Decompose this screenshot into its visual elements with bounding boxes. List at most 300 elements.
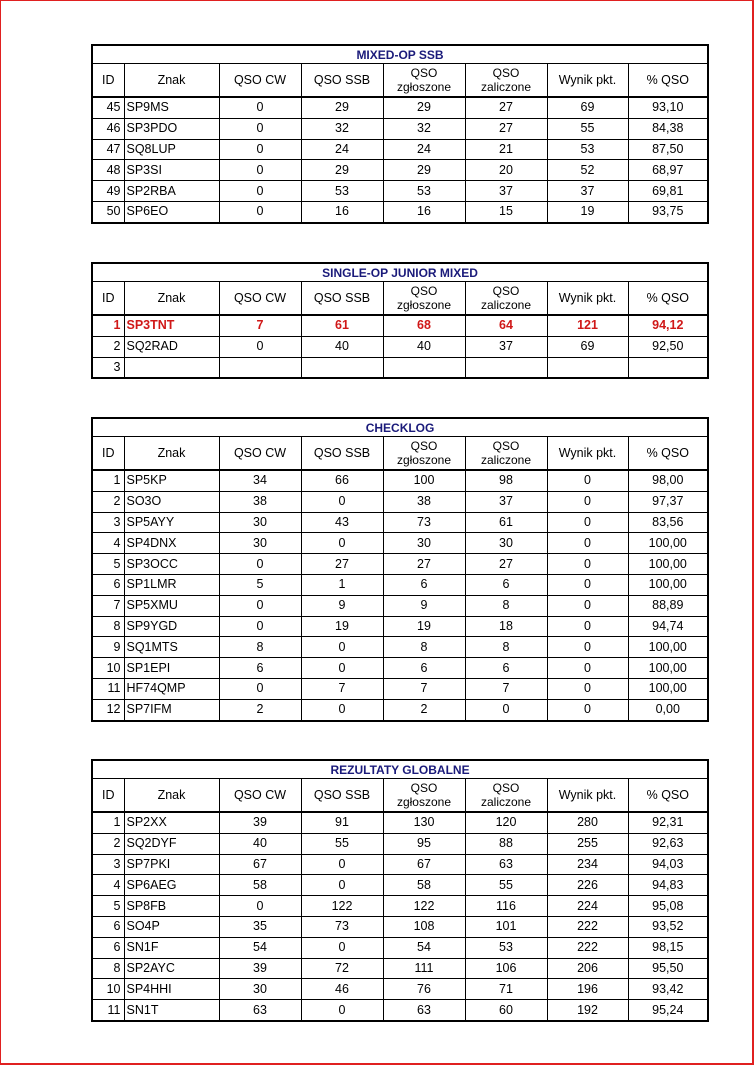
cell-wynik: 280 — [547, 812, 628, 833]
header-qso-ssb: QSO SSB — [301, 437, 383, 471]
cell-qso-zgloszone: 29 — [383, 160, 465, 181]
cell-pct-qso: 94,12 — [628, 315, 708, 336]
table-title: SINGLE-OP JUNIOR MIXED — [92, 263, 708, 282]
cell-qso-ssb: 32 — [301, 118, 383, 139]
cell-znak: SP3SI — [124, 160, 219, 181]
table-row — [92, 201, 708, 222]
cell-pct-qso: 100,00 — [628, 554, 708, 575]
cell-znak: SP9YGD — [124, 616, 219, 637]
cell-wynik: 222 — [547, 916, 628, 937]
cell-qso-zgloszone: 8 — [383, 637, 465, 658]
cell-qso-zgloszone: 16 — [383, 201, 465, 222]
cell-qso-zaliczone: 71 — [465, 979, 547, 1000]
cell-qso-zgloszone: 2 — [383, 699, 465, 720]
cell-qso-zgloszone: 100 — [383, 470, 465, 491]
cell-id: 50 — [92, 201, 124, 222]
cell-qso-cw: 30 — [219, 979, 301, 1000]
cell-pct-qso: 95,50 — [628, 958, 708, 979]
table-title-row — [92, 263, 708, 282]
cell-id: 11 — [92, 678, 124, 699]
header-qso-cw: QSO CW — [219, 779, 301, 813]
header-qso-zgloszone — [383, 282, 465, 316]
cell-qso-ssb: 7 — [301, 678, 383, 699]
table-row — [92, 979, 708, 1000]
cell-wynik: 0 — [547, 616, 628, 637]
cell-qso-cw: 2 — [219, 699, 301, 720]
cell-pct-qso: 87,50 — [628, 139, 708, 160]
cell-pct-qso: 98,00 — [628, 470, 708, 491]
cell-pct-qso: 92,50 — [628, 336, 708, 357]
cell-id: 48 — [92, 160, 124, 181]
cell-znak: SP8FB — [124, 896, 219, 917]
header-qso-cw: QSO CW — [219, 437, 301, 471]
cell-qso-zgloszone: 7 — [383, 678, 465, 699]
cell-id: 49 — [92, 181, 124, 202]
cell-qso-zaliczone: 8 — [465, 595, 547, 616]
header-wynik: Wynik pkt. — [547, 779, 628, 813]
cell-wynik: 234 — [547, 854, 628, 875]
cell-id: 1 — [92, 315, 124, 336]
cell-qso-zgloszone: 76 — [383, 979, 465, 1000]
table-row — [92, 554, 708, 575]
cell-wynik: 53 — [547, 139, 628, 160]
table-row — [92, 616, 708, 637]
cell-id: 3 — [92, 854, 124, 875]
cell-pct-qso: 92,63 — [628, 833, 708, 854]
cell-znak: SN1T — [124, 1000, 219, 1021]
table-body — [92, 812, 708, 1021]
cell-id: 2 — [92, 336, 124, 357]
cell-qso-zaliczone: 37 — [465, 336, 547, 357]
header-qso-ssb: QSO SSB — [301, 64, 383, 98]
header-qso-zaliczone-line2: zaliczone — [480, 80, 532, 94]
cell-pct-qso: 93,52 — [628, 916, 708, 937]
cell-znak: SP9MS — [124, 97, 219, 118]
cell-qso-ssb: 19 — [301, 616, 383, 637]
cell-wynik: 0 — [547, 533, 628, 554]
cell-qso-cw: 58 — [219, 875, 301, 896]
cell-pct-qso: 100,00 — [628, 658, 708, 679]
table-body — [92, 470, 708, 721]
cell-qso-zaliczone: 6 — [465, 658, 547, 679]
cell-qso-ssb: 27 — [301, 554, 383, 575]
cell-qso-zgloszone: 54 — [383, 937, 465, 958]
cell-qso-cw: 6 — [219, 658, 301, 679]
cell-qso-zgloszone: 108 — [383, 916, 465, 937]
cell-id: 5 — [92, 896, 124, 917]
cell-pct-qso: 94,74 — [628, 616, 708, 637]
cell-qso-cw: 30 — [219, 512, 301, 533]
cell-pct-qso: 88,89 — [628, 595, 708, 616]
cell-qso-zgloszone: 58 — [383, 875, 465, 896]
table-title: CHECKLOG — [92, 418, 708, 437]
cell-wynik: 0 — [547, 678, 628, 699]
cell-qso-zaliczone: 60 — [465, 1000, 547, 1021]
cell-qso-ssb: 46 — [301, 979, 383, 1000]
cell-qso-ssb: 40 — [301, 336, 383, 357]
cell-znak: SO3O — [124, 491, 219, 512]
header-qso-zaliczone — [465, 437, 547, 471]
cell-id: 4 — [92, 875, 124, 896]
cell-wynik: 19 — [547, 201, 628, 222]
cell-qso-zaliczone: 53 — [465, 937, 547, 958]
table-rezultaty-globalne — [91, 759, 709, 1022]
cell-znak: SQ2DYF — [124, 833, 219, 854]
cell-qso-ssb: 53 — [301, 181, 383, 202]
cell-id: 47 — [92, 139, 124, 160]
cell-wynik: 0 — [547, 554, 628, 575]
cell-qso-zaliczone: 37 — [465, 181, 547, 202]
cell-znak: SP2XX — [124, 812, 219, 833]
cell-qso-cw: 0 — [219, 896, 301, 917]
cell-wynik: 55 — [547, 118, 628, 139]
cell-id: 5 — [92, 554, 124, 575]
table-row — [92, 118, 708, 139]
cell-qso-zaliczone: 37 — [465, 491, 547, 512]
cell-qso-cw: 38 — [219, 491, 301, 512]
header-row — [92, 437, 708, 471]
header-qso-zaliczone-line1: QSO — [492, 781, 520, 795]
cell-qso-cw: 39 — [219, 812, 301, 833]
cell-qso-zgloszone: 73 — [383, 512, 465, 533]
header-qso-cw: QSO CW — [219, 282, 301, 316]
header-qso-zaliczone-line2: zaliczone — [480, 795, 532, 809]
cell-pct-qso: 100,00 — [628, 533, 708, 554]
table-title-row — [92, 45, 708, 64]
cell-wynik: 52 — [547, 160, 628, 181]
cell-qso-zaliczone: 18 — [465, 616, 547, 637]
cell-qso-cw: 0 — [219, 160, 301, 181]
cell-qso-cw: 0 — [219, 616, 301, 637]
cell-id: 6 — [92, 574, 124, 595]
cell-qso-ssb: 43 — [301, 512, 383, 533]
cell-pct-qso: 100,00 — [628, 678, 708, 699]
table-body — [92, 315, 708, 378]
cell-qso-ssb: 29 — [301, 97, 383, 118]
header-qso-zaliczone-line2: zaliczone — [480, 298, 532, 312]
table-row — [92, 678, 708, 699]
cell-qso-ssb: 61 — [301, 315, 383, 336]
cell-id: 1 — [92, 470, 124, 491]
cell-id: 6 — [92, 916, 124, 937]
table-row — [92, 470, 708, 491]
cell-id: 4 — [92, 533, 124, 554]
cell-qso-ssb: 66 — [301, 470, 383, 491]
cell-znak: SP3OCC — [124, 554, 219, 575]
header-qso-zaliczone-line1: QSO — [492, 284, 520, 298]
cell-qso-zgloszone: 27 — [383, 554, 465, 575]
table-row — [92, 916, 708, 937]
cell-qso-ssb: 122 — [301, 896, 383, 917]
cell-znak: SP4DNX — [124, 533, 219, 554]
cell-wynik: 0 — [547, 491, 628, 512]
header-row — [92, 282, 708, 316]
cell-qso-cw: 67 — [219, 854, 301, 875]
cell-znak: SP2AYC — [124, 958, 219, 979]
cell-id: 12 — [92, 699, 124, 720]
cell-wynik: 196 — [547, 979, 628, 1000]
header-qso-ssb: QSO SSB — [301, 779, 383, 813]
cell-wynik: 0 — [547, 470, 628, 491]
cell-qso-ssb — [301, 357, 383, 378]
cell-qso-zgloszone: 111 — [383, 958, 465, 979]
table-mixed-op-ssb — [91, 44, 709, 224]
cell-qso-zaliczone: 27 — [465, 97, 547, 118]
cell-wynik: 0 — [547, 512, 628, 533]
cell-qso-zaliczone: 8 — [465, 637, 547, 658]
cell-pct-qso: 84,38 — [628, 118, 708, 139]
table-row — [92, 658, 708, 679]
cell-qso-zaliczone: 6 — [465, 574, 547, 595]
cell-wynik: 0 — [547, 637, 628, 658]
cell-qso-zaliczone: 27 — [465, 554, 547, 575]
cell-wynik: 0 — [547, 574, 628, 595]
cell-id: 45 — [92, 97, 124, 118]
cell-qso-ssb: 29 — [301, 160, 383, 181]
header-pct-qso: % QSO — [628, 64, 708, 98]
cell-qso-zaliczone: 120 — [465, 812, 547, 833]
cell-pct-qso: 0,00 — [628, 699, 708, 720]
table-row — [92, 533, 708, 554]
cell-qso-ssb: 55 — [301, 833, 383, 854]
cell-qso-zaliczone: 98 — [465, 470, 547, 491]
cell-qso-cw: 63 — [219, 1000, 301, 1021]
cell-qso-cw: 5 — [219, 574, 301, 595]
table-row — [92, 699, 708, 720]
cell-qso-cw: 0 — [219, 678, 301, 699]
cell-qso-ssb: 0 — [301, 854, 383, 875]
header-row — [92, 779, 708, 813]
cell-qso-zgloszone: 29 — [383, 97, 465, 118]
cell-qso-zgloszone: 24 — [383, 139, 465, 160]
cell-qso-ssb: 9 — [301, 595, 383, 616]
cell-qso-ssb: 1 — [301, 574, 383, 595]
table-title-row — [92, 760, 708, 779]
cell-wynik: 206 — [547, 958, 628, 979]
cell-id: 2 — [92, 491, 124, 512]
cell-pct-qso: 93,10 — [628, 97, 708, 118]
cell-qso-ssb: 73 — [301, 916, 383, 937]
cell-znak: SP5AYY — [124, 512, 219, 533]
cell-id: 10 — [92, 979, 124, 1000]
header-pct-qso: % QSO — [628, 779, 708, 813]
header-znak: Znak — [124, 437, 219, 471]
cell-wynik: 121 — [547, 315, 628, 336]
cell-qso-cw: 35 — [219, 916, 301, 937]
cell-qso-cw: 0 — [219, 118, 301, 139]
header-qso-zgloszone-line2: zgłoszone — [396, 298, 452, 312]
cell-qso-zaliczone: 106 — [465, 958, 547, 979]
cell-znak: SP6EO — [124, 201, 219, 222]
cell-pct-qso: 95,08 — [628, 896, 708, 917]
cell-qso-cw: 7 — [219, 315, 301, 336]
header-znak: Znak — [124, 64, 219, 98]
cell-qso-zgloszone: 95 — [383, 833, 465, 854]
cell-qso-zaliczone: 27 — [465, 118, 547, 139]
cell-id: 10 — [92, 658, 124, 679]
cell-qso-zaliczone: 101 — [465, 916, 547, 937]
cell-znak: SQ2RAD — [124, 336, 219, 357]
cell-znak: SP3PDO — [124, 118, 219, 139]
table-row — [92, 574, 708, 595]
cell-znak: SQ8LUP — [124, 139, 219, 160]
table-title-row — [92, 418, 708, 437]
cell-pct-qso: 98,15 — [628, 937, 708, 958]
table-single-op-junior-mixed — [91, 262, 709, 379]
header-wynik: Wynik pkt. — [547, 282, 628, 316]
header-wynik: Wynik pkt. — [547, 64, 628, 98]
table-row — [92, 512, 708, 533]
cell-qso-zgloszone: 67 — [383, 854, 465, 875]
cell-pct-qso — [628, 357, 708, 378]
table-row — [92, 1000, 708, 1021]
cell-qso-cw: 0 — [219, 336, 301, 357]
cell-wynik: 226 — [547, 875, 628, 896]
cell-znak: SP5KP — [124, 470, 219, 491]
cell-id: 7 — [92, 595, 124, 616]
header-znak: Znak — [124, 282, 219, 316]
header-qso-zgloszone-line2: zgłoszone — [396, 80, 452, 94]
cell-wynik: 192 — [547, 1000, 628, 1021]
cell-wynik: 224 — [547, 896, 628, 917]
header-qso-ssb: QSO SSB — [301, 282, 383, 316]
cell-qso-zaliczone: 88 — [465, 833, 547, 854]
cell-qso-ssb: 0 — [301, 533, 383, 554]
cell-qso-cw — [219, 357, 301, 378]
header-id: ID — [92, 437, 124, 471]
table-row — [92, 958, 708, 979]
cell-qso-zaliczone — [465, 357, 547, 378]
cell-qso-ssb: 0 — [301, 1000, 383, 1021]
cell-qso-zaliczone: 30 — [465, 533, 547, 554]
cell-qso-zaliczone: 15 — [465, 201, 547, 222]
header-qso-zaliczone-line1: QSO — [492, 439, 520, 453]
header-qso-zaliczone — [465, 64, 547, 98]
cell-znak: SN1F — [124, 937, 219, 958]
cell-qso-cw: 0 — [219, 595, 301, 616]
cell-id: 2 — [92, 833, 124, 854]
cell-id: 1 — [92, 812, 124, 833]
header-qso-zgloszone-line2: zgłoszone — [396, 795, 452, 809]
cell-qso-cw: 39 — [219, 958, 301, 979]
cell-qso-ssb: 16 — [301, 201, 383, 222]
cell-qso-cw: 0 — [219, 201, 301, 222]
cell-wynik: 0 — [547, 595, 628, 616]
cell-qso-cw: 40 — [219, 833, 301, 854]
table-row — [92, 336, 708, 357]
cell-wynik: 255 — [547, 833, 628, 854]
table-row — [92, 875, 708, 896]
cell-qso-zaliczone: 0 — [465, 699, 547, 720]
cell-qso-ssb: 91 — [301, 812, 383, 833]
header-pct-qso: % QSO — [628, 282, 708, 316]
cell-wynik: 69 — [547, 336, 628, 357]
cell-qso-ssb: 0 — [301, 658, 383, 679]
header-qso-zgloszone-line2: zgłoszone — [396, 453, 452, 467]
cell-pct-qso: 94,03 — [628, 854, 708, 875]
cell-id: 46 — [92, 118, 124, 139]
cell-qso-zaliczone: 61 — [465, 512, 547, 533]
cell-znak: SP7PKI — [124, 854, 219, 875]
cell-pct-qso: 83,56 — [628, 512, 708, 533]
table-row — [92, 97, 708, 118]
header-qso-zgloszone-line1: QSO — [410, 439, 438, 453]
cell-qso-ssb: 72 — [301, 958, 383, 979]
table-checklog — [91, 417, 709, 722]
cell-qso-zgloszone: 32 — [383, 118, 465, 139]
cell-qso-cw: 0 — [219, 554, 301, 575]
cell-pct-qso: 100,00 — [628, 637, 708, 658]
cell-wynik: 0 — [547, 699, 628, 720]
cell-pct-qso: 69,81 — [628, 181, 708, 202]
cell-qso-zgloszone: 30 — [383, 533, 465, 554]
header-qso-zaliczone — [465, 282, 547, 316]
header-id: ID — [92, 282, 124, 316]
cell-znak: SP1EPI — [124, 658, 219, 679]
table-row — [92, 637, 708, 658]
cell-znak — [124, 357, 219, 378]
header-qso-zgloszone — [383, 437, 465, 471]
table-row — [92, 812, 708, 833]
cell-qso-zaliczone: 21 — [465, 139, 547, 160]
cell-qso-zgloszone: 53 — [383, 181, 465, 202]
table-row — [92, 854, 708, 875]
cell-qso-cw: 30 — [219, 533, 301, 554]
cell-qso-zaliczone: 7 — [465, 678, 547, 699]
cell-id: 9 — [92, 637, 124, 658]
cell-pct-qso: 93,75 — [628, 201, 708, 222]
cell-id: 11 — [92, 1000, 124, 1021]
cell-qso-zgloszone: 38 — [383, 491, 465, 512]
table-row — [92, 139, 708, 160]
cell-znak: SP4HHI — [124, 979, 219, 1000]
cell-qso-zgloszone: 130 — [383, 812, 465, 833]
cell-qso-zaliczone: 64 — [465, 315, 547, 336]
cell-znak: SP6AEG — [124, 875, 219, 896]
cell-pct-qso: 94,83 — [628, 875, 708, 896]
header-qso-zgloszone — [383, 64, 465, 98]
header-qso-zaliczone-line2: zaliczone — [480, 453, 532, 467]
table-row — [92, 315, 708, 336]
cell-qso-ssb: 0 — [301, 875, 383, 896]
header-qso-zaliczone-line1: QSO — [492, 66, 520, 80]
cell-id: 3 — [92, 357, 124, 378]
header-wynik: Wynik pkt. — [547, 437, 628, 471]
header-qso-cw: QSO CW — [219, 64, 301, 98]
header-pct-qso: % QSO — [628, 437, 708, 471]
cell-qso-zgloszone: 9 — [383, 595, 465, 616]
cell-qso-zgloszone: 6 — [383, 658, 465, 679]
cell-id: 8 — [92, 616, 124, 637]
cell-pct-qso: 92,31 — [628, 812, 708, 833]
cell-wynik: 37 — [547, 181, 628, 202]
cell-qso-zaliczone: 63 — [465, 854, 547, 875]
cell-qso-zaliczone: 116 — [465, 896, 547, 917]
cell-qso-zgloszone: 6 — [383, 574, 465, 595]
cell-id: 8 — [92, 958, 124, 979]
cell-qso-ssb: 0 — [301, 637, 383, 658]
cell-qso-zgloszone — [383, 357, 465, 378]
cell-qso-zaliczone: 20 — [465, 160, 547, 181]
cell-qso-ssb: 0 — [301, 937, 383, 958]
cell-pct-qso: 97,37 — [628, 491, 708, 512]
table-title: MIXED-OP SSB — [92, 45, 708, 64]
cell-qso-ssb: 0 — [301, 699, 383, 720]
cell-znak: SP5XMU — [124, 595, 219, 616]
table-row — [92, 357, 708, 378]
cell-qso-zgloszone: 19 — [383, 616, 465, 637]
header-qso-zgloszone-line1: QSO — [410, 66, 438, 80]
